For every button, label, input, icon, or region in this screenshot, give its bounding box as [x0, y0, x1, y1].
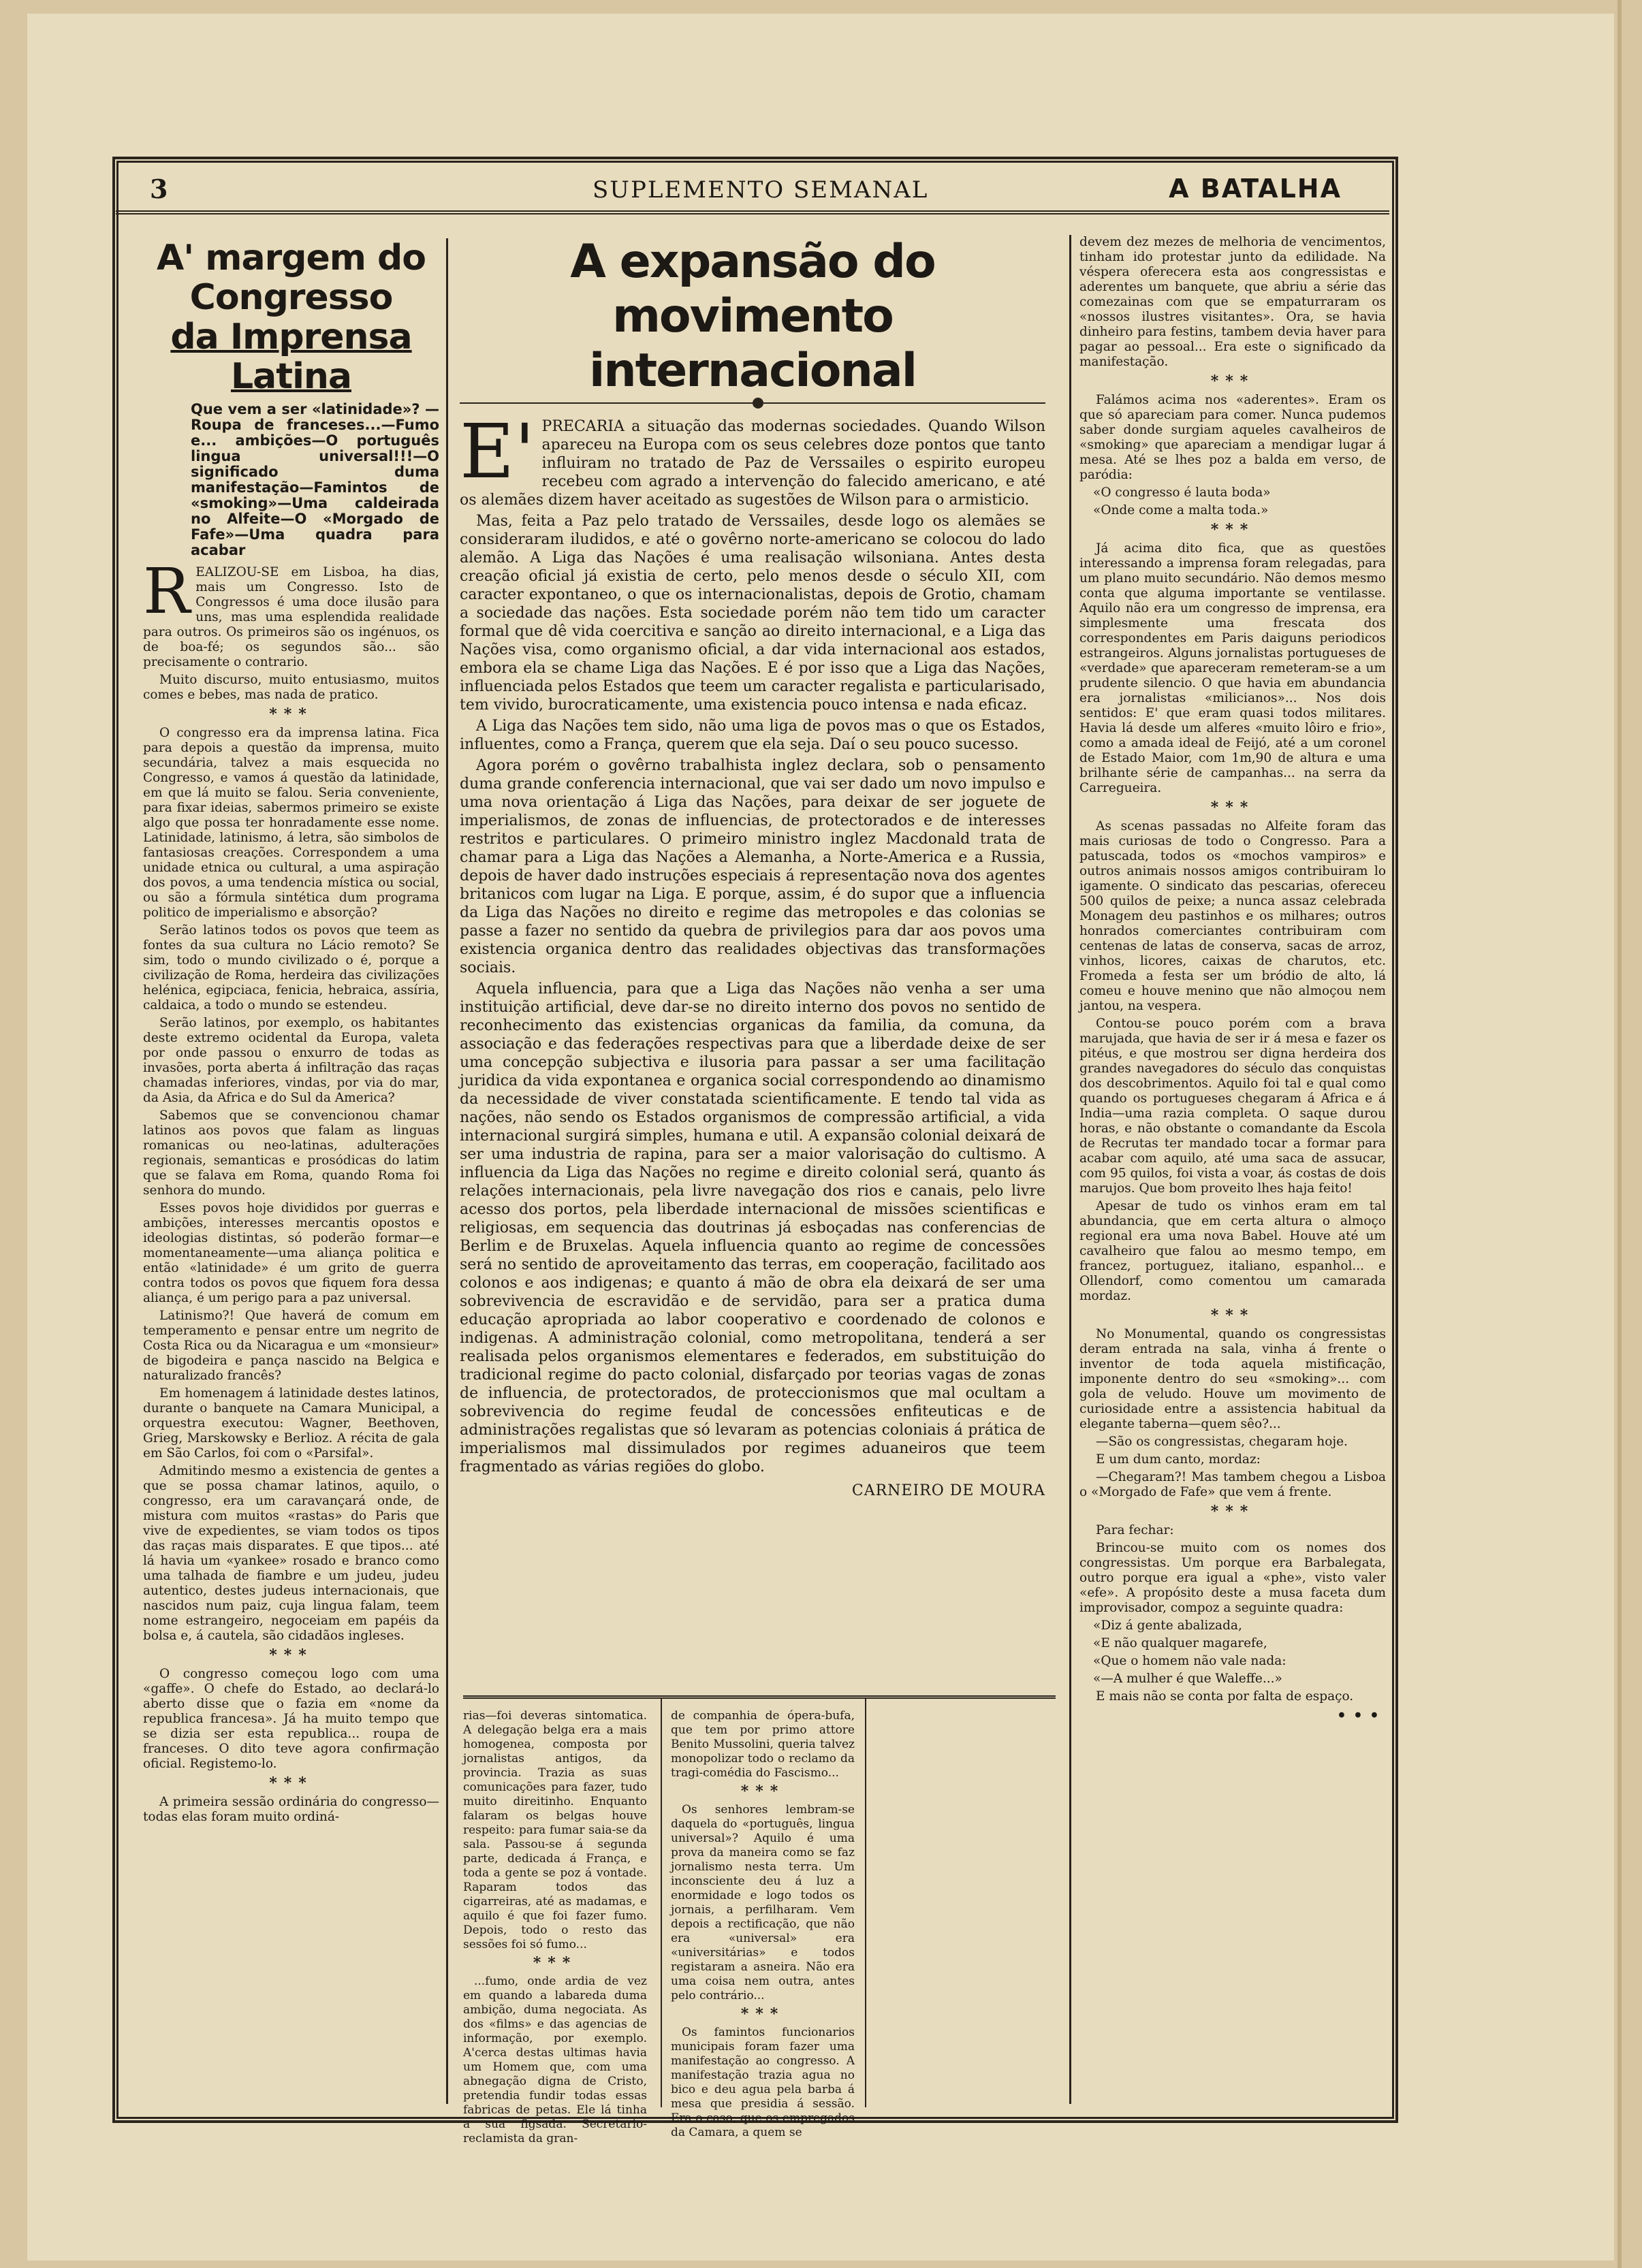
left-paragraph: Sabemos que se convencionou chamar latinos aos povos que falam as linguas romanicas ou neo-latinas, adulterações regionais, semanticas e prosódicas do latim que se falava em Roma, quando Roma foi senhora do mundo. [143, 1108, 439, 1198]
center-paragraph: Agora porém o govêrno trabalhista inglez declara, sob o pensamento duma grande conferencia internacional, que vai ser dado um novo impulso e uma nova orientação á Liga das Nações, para deixar de ser joguete de imperialismos, de zonas de influencias, de protectorados e de interesses restritos e particulares. O primeiro ministro inglez Macdonald trata de chamar para a Liga das Nações a Alemanha, a Norte-America e a Russia, depois de haver dado instruções especiais á representação nova dos agentes britanicos com lugar na Liga. E porque, assim, é do supor que a influencia da Liga das Nações no direito e regime das metropoles e das colonias se passe a fazer no sentido da quebra de privilegios para dar aos povos uma existencia organica dentro das realidades objectivas das transformações sociais. [460, 757, 1045, 976]
center-paragraph: Mas, feita a Paz pelo tratado de Verssailes, desde logo os alemães se consideraram iludidos, e até o govêrno norte-americano se colocou do lado alemão. A Liga das Nações é uma realisação wilsoniana. Antes desta creação oficial já existia de certo, pelo menos desde o século XII, com caracter expontaneo, o que os internacionalistas, depois de Grotio, chamam a sociedade das nações. Esta sociedade porém não tem tido um caracter formal que dê vida coercitiva e sanção ao direito internacional, e a Liga das Nações visa, como organismo oficial, a dar vida internacional aos estados, embora ela se chame Liga das Nações. E é por isso que a Liga das Nações, influenciada pelos Estados que teem um caracter regalista e particularisado, tem vivido, burocraticamente, uma existencia pouco intensa e nada eficaz. [460, 513, 1045, 714]
right-paragraph: —Chegaram?! Mas tambem chegou a Lisboa o «Morgado de Fafe» que vem á frente. [1079, 1470, 1386, 1499]
verse-line: «Onde come a malta toda.» [1093, 503, 1269, 517]
verse-line: «Diz á gente abalizada, [1093, 1618, 1242, 1633]
supplement-title: SUPLEMENTO SEMANAL [593, 176, 929, 204]
center-paragraph: E' PRECARIA a situação das modernas sociedades. Quando Wilson apareceu na Europa com os seus celebres doze pontos que tanto influiram no tratado de Paz de Verssailes o espirito europeu recebeu com agrado a intervenção do falecido americano, e até os alemães dizem haver aceitado as sugestões de Wilson para o armisticio. [460, 408, 1045, 509]
verse-line: «—A mulher é que Waleffe...» [1093, 1672, 1282, 1686]
bottom-paragraph: rias—foi deveras sintomatica. A delegação belga era a mais homogenea, composta por jornalistas antigos, da provincia. Trazia as suas comunicações para fazer, tudo muito direitinho. Enquanto falaram os belgas houve respeito: para fumar saia-se da sala. Passou-se á segunda parte, dedicada á França, e toda a gente se poz á vontade. Raparam todos das cigarreiras, até as madamas, e aquilo é que foi fazer fumo. Depois, todo o resto das sessões foi só fumo... [463, 1709, 647, 1951]
center-article [460, 235, 1045, 1678]
left-column [143, 238, 448, 2104]
column-divider [661, 1699, 662, 2107]
column-divider [865, 1699, 866, 2107]
left-paragraph: Serão latinos todos os povos que teem as fontes da sua cultura no Lácio remoto? Se sim, todo o mundo civilizado o é, porque a civilização de Roma, herdeira das civilizações helénica, egipciaca, fenicia, hebraica, assíria, caldaica, a todo o mundo se estendeu. [143, 923, 439, 1012]
right-paragraph: E um dum canto, mordaz: [1096, 1452, 1261, 1467]
bottom-paragraph: Os senhores lembram-se daquela do «português, lingua universal»? Aquilo é uma prova da maneira como se faz jornalismo nesta terra. Um inconsciente deu á luz a enormidade e logo todos os jornais, a perfilharam. Vem depois a rectificação, que não era «universal» era «universitárias» e todos registaram a asneira. Não era uma coisa nem outra, antes pelo contrário... [671, 1803, 855, 2002]
left-paragraph: A primeira sessão ordinária do congresso—todas elas foram muito ordiná- [143, 1795, 439, 1824]
section-separator: *** [1210, 1503, 1255, 1520]
page-header [116, 167, 1389, 214]
bottom-paragraph: Os famintos funcionarios municipais foram fazer uma manifestação ao congresso. A manifestação trazia agua no bico e deu agua pela barba á mesa que presidia á sessão. Era o caso, que os empregados da Camara, a quem se [671, 2026, 855, 2139]
article-signature: CARNEIRO DE MOURA [851, 1482, 1045, 1499]
right-paragraph: No Monumental, quando os congressistas deram entrada na sala, vinha á frente o inventor de toda aquela mistificação, imponente dentro do seu «smoking»... com gola de veludo. Houve um movimento de curiosidade entre a assistencia habitual da elegante taberna—quem sêo?... [1079, 1327, 1386, 1431]
left-paragraph: Latinismo?! Que haverá de comum em temperamento e pensar entre um negrito de Costa Rica ou da Nicaragua e um «monsieur» de bigodeira e pança nascido na Belgica e naturalizado francês? [143, 1309, 439, 1383]
section-separator: *** [1210, 799, 1255, 816]
left-paragraph: Admitindo mesmo a existencia de gentes a que se possa chamar latinos, aquilo, o congresso, era um caravançará onde, de mistura com muitos «rastas» do Paris que vive de expedientes, se viam todos os tipos das raças mais disparates. E que tipos... até lá havia um «yankee» rosado e branco como uma talhada de fiambre e um judeu, judeu autentico, destes judeus internacionais, que nascidos num paiz, cuja lingua falam, teem nome estrangeiro, negoceiam em papéis da bolsa e, á cautela, são cidadãos ingleses. [143, 1464, 439, 1643]
page-number: 3 [150, 174, 168, 204]
right-paragraph: Brincou-se muito com os nomes dos congressistas. Um porque era Barbalegata, outro porque era igual a «phe», visto valer «efe». A propósito deste a musa faceta dum improvisador, compoz a seguinte quadra: [1079, 1541, 1386, 1615]
section-separator: *** [269, 705, 313, 723]
verse-line: «O congresso é lauta boda» [1093, 485, 1271, 500]
page-fold [1617, 0, 1622, 2268]
right-paragraph: Já acima dito fica, que as questões interessando a imprensa foram relegadas, para um plano muito secundário. Não demos mesmo conta que alguma importante se ventilasse. Aquilo não era um congresso de imprensa, era simplesmente uma frescata dos correspondentes em Paris daiguns periodicos estrangeiros. Alguns jornalistas portugueses de «verdade» que apareceram remeteram-se a um prudente silencio. O que havia em abundancia era jornalistas «milicianos»... Nos dois sentidos: E' que eram quasi todos militares. Havia lá desde um alferes «muito lôiro e frio», como a amada ideal de Feijó, até a um coronel de Estado Maior, com 1m,90 de altura e uma brilhante série de campanhas... na serra da Carregueira. [1079, 541, 1386, 795]
right-paragraph: devem dez mezes de melhoria de vencimentos, tinham ido protestar junto da edilidade. Na véspera oferecera esta aos congressistas e aderentes um banquete, que abriu a série das comezainas com que se empaturraram os «nossos ilustres visitantes». Ora, se havia dinheiro para festins, tambem devia haver para pagar ao pessoal... Era este o significado da manifestação. [1079, 235, 1386, 369]
right-paragraph: Para fechar: [1096, 1523, 1174, 1537]
right-paragraph: Apesar de tudo os vinhos eram em tal abundancia, que em certa altura o almoço regional era uma nova Babel. Houve até um cavalheiro que falou ao mesmo tempo, em francez, portuguez, italiano, espanhol... e Ollendorf, como comentou um camarada mordaz. [1079, 1199, 1386, 1303]
section-separator: *** [269, 1646, 313, 1664]
left-article-subheads: Que vem a ser «latinidade»? —Roupa de franceses...—Fumo e... ambições—O português lingua universal!!!—O significado duma manifestação—Famintos de «smoking»—Uma caldeirada no Alfeite—O «Morgado de Fafe»—Uma quadra para acabar [191, 401, 439, 558]
drop-cap: E' [460, 408, 535, 495]
right-paragraph: As scenas passadas no Alfeite foram das mais curiosas de todo o Congresso. Para a patuscada, todos os «mochos vampiros» e outros animais nossos amigos contribuiram lo igamente. O sindicato das pescarias, ofereceu 500 quilos de peixe; a nunca assaz celebrada Monagem deu pastinhos e os milhares; outros honrados comerciantes contribuiram com centenas de latas de conserva, sacas de arroz, vinhos, licores, caixas de charutos, etc. Fromeda a festa ser um bródio de alto, lá comeu e houve menino que não almoçou nem jantou, na vespera. [1079, 819, 1386, 1013]
section-separator: *** [1210, 521, 1255, 539]
left-paragraph: Muito discurso, muito entusiasmo, muitos comes e bebes, mas nada de pratico. [143, 673, 439, 702]
center-paragraph: A Liga das Nações tem sido, não uma liga de povos mas o que os Estados, influentes, como a França, querem que ela seja. Daí o seu pouco sucesso. [460, 718, 1045, 753]
center-article-title: A expansão do movimento internacional [570, 235, 935, 398]
section-separator: *** [1210, 1307, 1255, 1324]
left-paragraph: O congresso era da imprensa latina. Fica para depois a questão da imprensa, muito secundária, talvez a mais esquecida no Congresso, e vamos á questão da latinidade, em que lá muito se falou. Seria conveniente, para fixar ideias, sabermos primeiro se existe algo que possa ter honradamente esse nome. Latinidade, latinismo, á letra, são simbolos de fantasiosas creações. Correspondem a uma unidade etnica ou cultural, a uma aspiração dos povos, a uma tendencia mística ou social, ou são a fórmula sintética dum programa politico de imperialismo e absorção? [143, 726, 439, 920]
title-rule [460, 402, 1045, 404]
bottom-continuation [463, 1695, 1056, 2145]
section-separator: *** [740, 1783, 785, 1800]
right-paragraph: Contou-se pouco porém com a brava marujada, que havia de ser ir á mesa e fazer os pitéus, e que mostrou ser digna herdeira dos grandes navegadores do século das conquistas dos descobrimentos. Aquilo foi tal e qual como quando os portugueses chegaram á Africa e á India—uma razia completa. O saque durou horas, e não obstante o comandante da Escola de Recrutas ter mandado tocar a formar para acabar com aquilo, até uma saca de assucar, com 95 quilos, foi vista a voar, ás costas de dois marujos. Que bom proveito lhes haja feito! [1079, 1017, 1386, 1196]
left-paragraph: Em homenagem á latinidade destes latinos, durante o banquete na Camara Municipal, a orquestra executou: Wagner, Beethoven, Grieg, Marskowsky e Berlioz. A récita de gala em São Carlos, foi com o «Parsifal». [143, 1386, 439, 1460]
left-paragraph: REALIZOU-SE em Lisboa, ha dias, mais um Congresso. Isto de Congressos é uma doce ilusão para uns, mas uma esplendida realidade para outros. Os primeiros são os ingénuos, os de boa-fé; os segundos são... são precisamente o contrario. [143, 555, 439, 669]
left-paragraph: Esses povos hoje divididos por guerras e ambições, interesses mercantis opostos e ideologias distintas, só poderão formar—e momentaneamente—uma aliança politica e então «latinidade» é um grito de guerra contra todos os povos que fiquem fora dessa aliança, é um perigo para a paz universal. [143, 1201, 439, 1305]
bottom-paragraph: de companhia de ópera-bufa, que tem por primo attore Benito Mussolini, queria talvez monopolizar todo o reclamo da tragi-comédia do Fascismo... [671, 1709, 855, 1780]
right-paragraph: Falámos acima nos «aderentes». Eram os que só apareciam para comer. Nunca pudemos saber donde surgiam aqueles cavalheiros de «smoking» que apareciam a mendigar lugar á mesa. Até se lhes poz a balda em verso, de paródia: [1079, 393, 1386, 482]
bottom-paragraph: ...fumo, onde ardia de vez em quando a labareda duma ambição, duma negociata. As dos «films» e das agencias de informação, por exemplo. A'cerca destas ultimas havia um Homem que, com uma abnegação digna de Cristo, pretendia fundir todas essas fabricas de petas. Ele lá tinha a sua figsada. Secretario-reclamista da gran- [463, 1975, 647, 2145]
bottom-column-2 [671, 1709, 855, 2139]
section-separator: *** [1210, 372, 1255, 390]
right-column [1069, 235, 1386, 2104]
section-separator: *** [740, 2005, 785, 2023]
left-article-title: A' margem do Congresso da Imprensa Latina [157, 238, 426, 397]
right-paragraph: —São os congressistas, chegaram hoje. [1096, 1435, 1348, 1449]
end-mark: ••• [1336, 1707, 1386, 1725]
verse-line: «Que o homem não vale nada: [1093, 1654, 1286, 1668]
drop-cap: R [143, 555, 191, 628]
bottom-column-1 [463, 1709, 647, 2145]
section-separator: *** [269, 1774, 313, 1792]
section-separator: *** [533, 1954, 578, 1972]
verse-line: «E não qualquer magarefe, [1093, 1636, 1267, 1650]
left-paragraph: O congresso começou logo com uma «gaffe». O chefe do Estado, ao declará-lo aberto disse que o fazia em «nome da republica francesa». Já ha muito tempo que se dizia ser esta republica... roupa de franceses. O dito teve agora confirmação oficial. Registemo-lo. [143, 1667, 439, 1771]
center-paragraph: Aquela influencia, para que a Liga das Nações não venha a ser uma instituição artificial, deve dar-se no direito interno dos povos no sentido de reconhecimento das existencias organicas da familia, da comuna, da associação e das federações respectivas para que a liberdade deixe de ser uma concepção subjectiva e ilusoria para passar a ser uma facilitação juridica da vida expontanea e organica social correspondendo ao dinamismo da necessidade de viver constatada scientificamente. E tendo tal vida as nações, não sendo os Estados organismos de compressão artificial, a vida internacional surgirá simples, humana e util. A expansão colonial deixará de ser uma industria de rapina, para ser a maior valorisação do cultismo. A influencia da Liga das Nações no regime e direito colonial será, quanto ás relações internacionais, pela livre navegação dos rios e canais, pelo livre acesso dos portos, pela liberdade internacional de missões scientificas e religiosas, em sequencia das doutrinas já esboçadas nas conferencias de Berlim e de Bruxelas. Aquela influencia quanto ao regime de concessões será no sentido de aproveitamento das terras, em cooperação, facilitado aos colonos e aos indigenas; e quanto á mão de obra ela deixará de ser uma sobrevivencia de escravidão e de servidão, para ser a pratica duma educação apropriada ao labor cooperativo e coordenado de colonos e indigenas. A administração colonial, como metropolitana, tenderá a ser realisada pelos organismos elementares e federados, em substituição do tradicional regime do pacto colonial, disfarçado por teorias vagas de zonas de influencia, de protectorados, de proteccionismos que mal ocultam a sobrevivencia do regime feudal de concessões enfiteuticas e de administrações regalistas que só levaram as potencias coloniais á prática de imperialismos mal dissimulados por regimes aduaneiros que teem fragmentado as várias regiões do globo. [460, 980, 1045, 1475]
masthead: A BATALHA [1169, 174, 1342, 204]
left-paragraph: Serão latinos, por exemplo, os habitantes deste extremo ocidental da Europa, valeta por onde passou o enxurro de todas as invasões, porta aberta á infiltração das raças chamadas inferiores, vindas, por via do mar, da Asia, da Africa e do Sul da America? [143, 1016, 439, 1105]
right-paragraph: E mais não se conta por falta de espaço. [1096, 1689, 1354, 1704]
